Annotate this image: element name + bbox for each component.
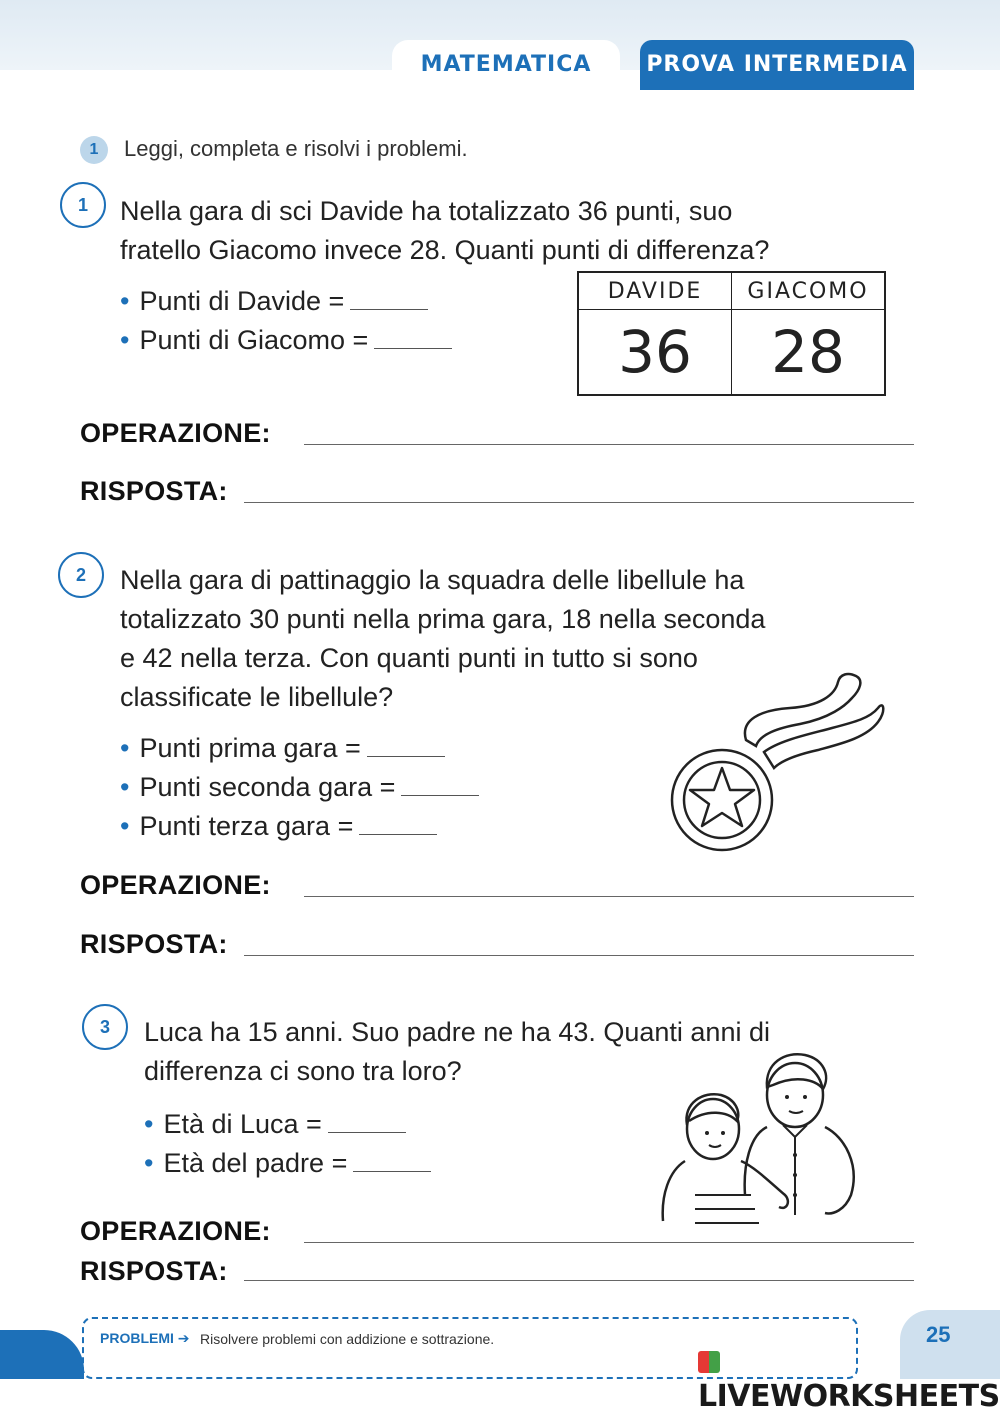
- problem-3-bullet-2: • Età del padre =: [144, 1148, 431, 1179]
- operazione-line-3[interactable]: [304, 1242, 914, 1243]
- problem-2-bullet-2: • Punti seconda gara =: [120, 772, 479, 803]
- risposta-line-2[interactable]: [244, 955, 914, 956]
- answer-blank[interactable]: [350, 308, 428, 310]
- page-number: 25: [926, 1322, 951, 1347]
- risposta-label-2: RISPOSTA:: [80, 929, 228, 959]
- instruction-number-badge: 1: [80, 136, 108, 164]
- medal-illustration: [660, 660, 900, 860]
- risposta-label-1: RISPOSTA:: [80, 476, 228, 506]
- problem-2-bullet-3: • Punti terza gara =: [120, 811, 437, 842]
- table-header-davide: DAVIDE: [578, 272, 732, 310]
- tab-matematica: MATEMATICA: [392, 40, 620, 90]
- answer-blank[interactable]: [401, 794, 479, 796]
- operazione-line-2[interactable]: [304, 896, 914, 897]
- problem-3-line-1: Luca ha 15 anni. Suo padre ne ha 43. Quanti anni di: [144, 1017, 770, 1047]
- problem-1-line-1: Nella gara di sci Davide ha totalizzato 36 punti, suo: [120, 196, 733, 226]
- problem-2-line-3: e 42 nella terza. Con quanti punti in tutto si sono: [120, 643, 698, 673]
- problem-1-bullet-1: • Punti di Davide =: [120, 286, 428, 317]
- risposta-line-1[interactable]: [244, 502, 914, 503]
- footer-objective: Risolvere problemi con addizione e sottrazione.: [200, 1331, 495, 1347]
- problem-1-bullet-2: • Punti di Giacomo =: [120, 325, 452, 356]
- answer-blank[interactable]: [367, 755, 445, 757]
- answer-blank[interactable]: [353, 1170, 431, 1172]
- risposta-label-3: RISPOSTA:: [80, 1256, 228, 1286]
- table-header-giacomo: GIACOMO: [732, 272, 886, 310]
- tab-prova-intermedia: PROVA INTERMEDIA: [640, 40, 914, 90]
- problem-2-line-2: totalizzato 30 punti nella prima gara, 18 nella seconda: [120, 604, 766, 634]
- answer-blank[interactable]: [374, 347, 452, 349]
- operazione-line-1[interactable]: [304, 444, 914, 445]
- problem-2-number: 2: [58, 552, 104, 598]
- instruction-text: Leggi, completa e risolvi i problemi.: [124, 136, 468, 161]
- risposta-line-3[interactable]: [244, 1280, 914, 1281]
- operazione-label-3: OPERAZIONE:: [80, 1216, 271, 1246]
- problem-2-line-1: Nella gara di pattinaggio la squadra delle libellule ha: [120, 565, 745, 595]
- answer-blank[interactable]: [328, 1131, 406, 1133]
- problem-3-number: 3: [82, 1004, 128, 1050]
- liveworksheets-logo-icon: [698, 1351, 720, 1373]
- answer-blank[interactable]: [359, 833, 437, 835]
- problem-1-line-2: fratello Giacomo invece 28. Quanti punti di differenza?: [120, 235, 770, 265]
- problem-1-text: [120, 192, 769, 270]
- score-table: [577, 271, 886, 396]
- father-son-illustration: [655, 1045, 865, 1235]
- problem-2-line-4: classificate le libellule?: [120, 682, 394, 712]
- table-value-davide: 36: [578, 310, 732, 396]
- problem-1-number: 1: [60, 182, 106, 228]
- problem-3-bullet-1: • Età di Luca =: [144, 1109, 406, 1140]
- problem-2-bullet-1: • Punti prima gara =: [120, 733, 445, 764]
- operazione-label-1: OPERAZIONE:: [80, 418, 271, 448]
- footer-decoration: [0, 1330, 84, 1379]
- problem-3-line-2: differenza ci sono tra loro?: [144, 1056, 462, 1086]
- table-value-giacomo: 28: [732, 310, 886, 396]
- liveworksheets-watermark: LIVEWORKSHEETS: [698, 1344, 1000, 1414]
- footer-category: PROBLEMI ➔: [100, 1330, 190, 1346]
- operazione-label-2: OPERAZIONE:: [80, 870, 271, 900]
